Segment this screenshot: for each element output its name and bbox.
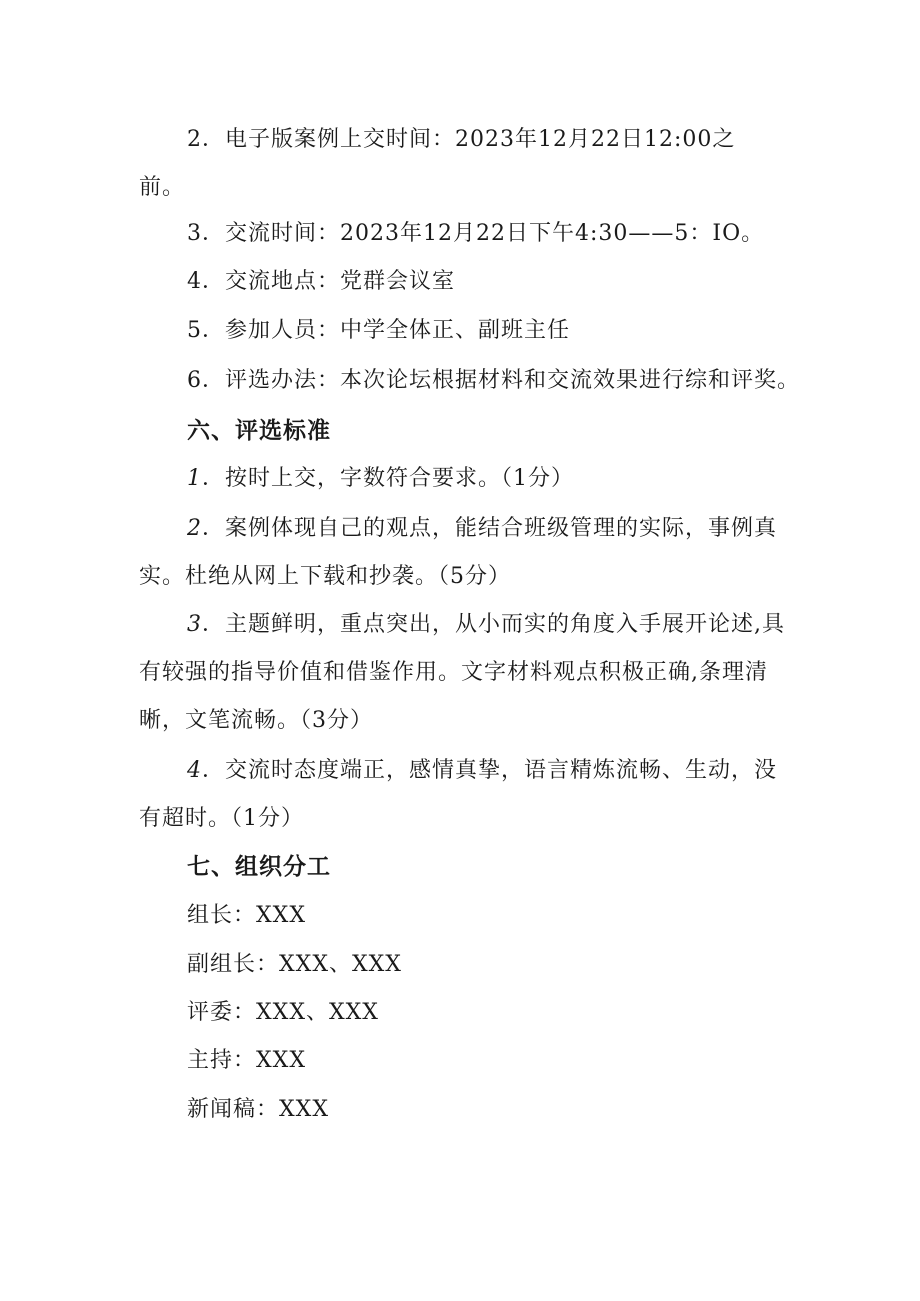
item-2-continuation: 前。 [139,175,186,200]
role-leader: 组长：XXX [187,903,306,928]
item-4-line: 4．交流地点：党群会议室 [187,269,455,294]
criteria-4-continuation: 有超时。（1分） [139,806,304,831]
criteria-4-number: 4 [187,758,202,783]
criteria-4-line [187,756,777,786]
item-5-line: 5．参加人员：中学全体正、副班主任 [187,318,570,343]
criteria-2-text: ．案例体现自己的观点，能结合班级管理的实际，事例真 [202,516,778,541]
role-press-release: 新闻稿：XXX [187,1097,329,1122]
criteria-2-continuation: 实。杜绝从网上下载和抄袭。（5分） [139,564,511,589]
section-7-heading: 七、组织分工 [187,854,331,880]
criteria-3-continuation-2: 晰，文笔流畅。（3分） [139,708,373,733]
criteria-3-line [187,610,785,640]
criteria-2-line [187,514,777,544]
role-host: 主持：XXX [187,1048,306,1073]
criteria-3-continuation: 有较强的指导价值和借鉴作用。文字材料观点积极正确,条理清 [139,660,768,685]
criteria-1-line [187,464,574,494]
role-deputy-leader: 副组长：XXX、XXX [187,952,402,977]
item-3-line: 3．交流时间：2023年12月22日下午4:30——5：IO。 [187,221,765,246]
criteria-4-text: ．交流时态度端正，感情真挚，语言精炼流畅、生动，没 [202,758,778,783]
item-6-line: 6．评选办法：本次论坛根据材料和交流效果进行综和评奖。 [187,368,800,393]
criteria-1-text: ．按时上交，字数符合要求。（1分） [202,466,574,491]
section-6-heading: 六、评选标准 [187,418,331,444]
criteria-3-number: 3 [187,612,202,637]
criteria-1-number: 1 [187,466,202,491]
item-2-line: 2．电子版案例上交时间：2023年12月22日12:00之 [187,127,736,152]
criteria-2-number: 2 [187,516,202,541]
criteria-3-text: ．主题鲜明，重点突出，从小而实的角度入手展开论述,具 [202,612,785,637]
role-judges: 评委：XXX、XXX [187,1000,379,1025]
